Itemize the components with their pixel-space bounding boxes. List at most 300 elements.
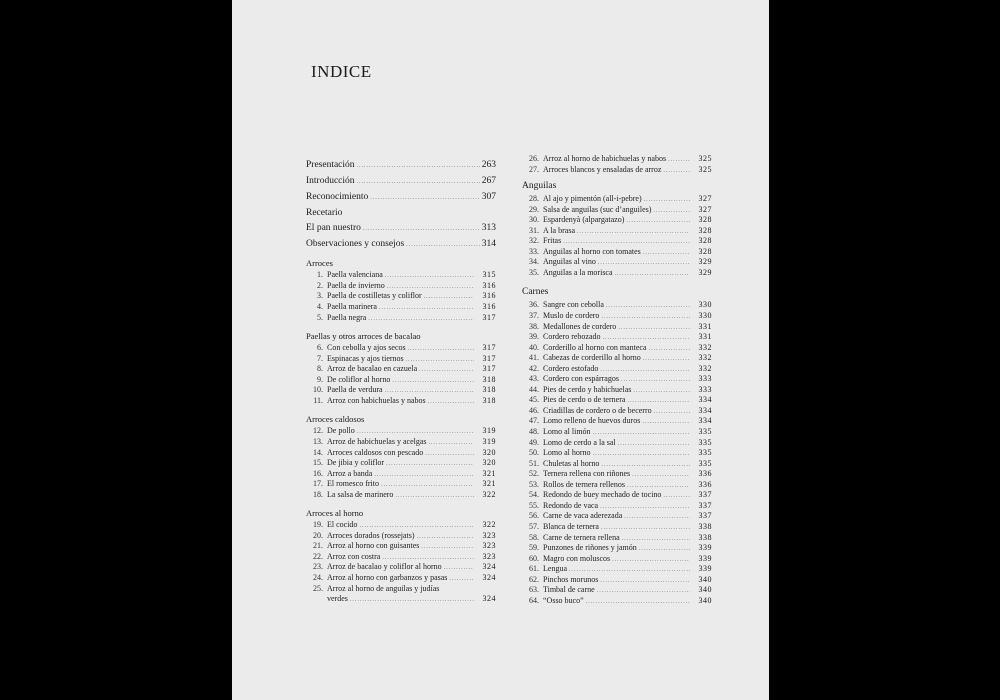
entry-number: 33. [529,246,539,256]
entry-page-number: 331 [698,332,712,342]
section-heading: Arroces al horno [306,508,364,519]
toc-entry[interactable] [522,480,712,491]
entry-label: Pies de cerdo o de ternera [543,395,626,405]
toc-entry[interactable] [522,268,712,279]
dot-leader [386,459,474,469]
dot-leader [429,438,474,448]
toc-entry[interactable] [522,226,712,237]
toc-entry[interactable] [522,490,712,501]
entry-number: 8. [317,364,323,374]
index-left-column [306,158,496,605]
toc-entry[interactable] [306,281,496,292]
toc-entry[interactable] [522,533,712,544]
toc-entry[interactable] [306,520,496,531]
entry-label: De coliflor al horno [327,374,391,384]
entry-page-number: 338 [698,532,712,542]
entry-label: Arroz de bacalao y coliflor al horno [327,562,442,572]
toc-entry[interactable] [522,374,712,385]
entry-label: Criadillas de cordero o de becerro [543,405,652,415]
toc-main-entry[interactable] [306,174,496,190]
entry-number: 57. [529,521,539,531]
toc-entry[interactable] [306,562,496,573]
entry-number: 38. [529,321,539,331]
dot-leader [633,386,690,396]
dot-leader [627,481,690,491]
toc-entry[interactable] [522,165,712,176]
entry-page-number: 323 [482,541,496,551]
entry-number: 55. [529,500,539,510]
entry-page-number: 329 [698,267,712,277]
toc-entry[interactable] [522,364,712,375]
entry-page-number: 324 [482,594,496,604]
entry-number: 50. [529,448,539,458]
toc-entry[interactable] [522,564,712,575]
entry-page-number: 319 [482,426,496,436]
entry-label: Cabezas de corderillo al horno [543,353,641,363]
book-page [232,0,769,700]
entry-page-number: 337 [698,500,712,510]
entry-number: 29. [529,204,539,214]
entry-label: Arroz al horno con guisantes [327,541,420,551]
entry-number: 39. [529,332,539,342]
entry-label: Introducción [306,175,355,186]
entry-page-number: 336 [698,479,712,489]
toc-entry[interactable] [522,406,712,417]
toc-entry[interactable] [522,353,712,364]
dot-leader [598,258,690,268]
entry-label: Cordero con espárragos [543,374,619,384]
dot-leader [425,449,474,459]
entry-label: La salsa de marinero [327,489,394,499]
entry-number: 24. [313,572,323,582]
entry-number: 59. [529,543,539,553]
toc-entry[interactable] [522,194,712,205]
dot-leader [569,565,690,575]
entry-number: 62. [529,574,539,584]
entry-number: 21. [313,541,323,551]
toc-entry[interactable] [306,541,496,552]
dot-leader [600,502,690,512]
entry-label: Ternera rellena con riñones [543,469,631,479]
toc-entry[interactable] [522,300,712,311]
entry-number: 47. [529,416,539,426]
entry-page-number: 313 [481,223,496,234]
toc-entry[interactable] [522,554,712,565]
entry-label: Reconocimiento [306,191,369,202]
entry-number: 44. [529,384,539,394]
entry-number: 22. [313,551,323,561]
entry-number: 63. [529,585,539,595]
entry-label: Muslo de cordero [543,311,600,321]
entry-number: 15. [313,458,323,468]
toc-entry[interactable] [306,396,496,407]
toc-entry[interactable] [306,385,496,396]
dot-leader [601,312,690,322]
entry-label: Arroz de habichuelas y acelgas [327,436,427,446]
toc-entry[interactable] [522,154,712,165]
dot-leader [606,301,690,311]
entry-label: Magro con moluscos [543,553,611,563]
entry-number: 61. [529,564,539,574]
dot-leader [622,534,690,544]
entry-number: 4. [317,302,323,312]
entry-page-number: 263 [481,160,496,170]
entry-number: 28. [529,194,539,204]
entry-label: Presentación [306,160,355,170]
entry-page-number: 317 [482,343,496,353]
toc-entry-continuation[interactable] [306,594,496,605]
toc-entry[interactable] [306,531,496,542]
entry-page-number: 318 [482,395,496,405]
entry-page-number: 335 [698,427,712,437]
entry-number: 5. [317,312,323,322]
entry-label: Paella de verdura [327,385,383,395]
toc-entry[interactable] [522,575,712,586]
index-right-column [522,154,712,606]
dot-leader [627,396,690,406]
toc-entry[interactable] [306,343,496,354]
dot-leader [621,375,690,385]
entry-label: Al ajo y pimentón (all-i-pebre) [543,194,642,204]
entry-label: Arroz al horno de anguilas y judías [327,583,440,593]
dot-leader [653,206,690,216]
dot-leader [601,523,690,533]
dot-leader [644,195,690,205]
entry-number: 3. [317,291,323,301]
toc-entry[interactable] [306,291,496,302]
dot-leader [663,491,690,501]
entry-label: De pollo [327,426,355,436]
entry-page-number: 339 [698,564,712,574]
dot-leader [382,553,474,563]
entry-label: “Osso buco” [543,595,584,605]
entry-page-number: 340 [698,585,712,595]
dot-leader [654,407,690,417]
entry-number: 52. [529,469,539,479]
toc-entry[interactable] [306,448,496,459]
toc-entry[interactable] [522,257,712,268]
toc-entry[interactable] [522,522,712,533]
dot-leader [626,216,690,226]
dot-leader [593,449,690,459]
dot-leader [600,365,690,375]
entry-label: Espinacas y ajos tiernos [327,353,404,363]
entry-label: Fritas [543,236,562,246]
entry-page-number: 322 [482,520,496,530]
dot-leader [618,439,690,449]
entry-label: Sangre con cebolla [543,300,604,310]
entry-label: Arroces caldosos con pescado [327,447,424,457]
entry-label: El romesco frito [327,479,379,489]
toc-entry[interactable] [522,311,712,322]
entry-label: Anguilas al vino [543,257,596,267]
dot-leader [444,563,474,573]
entry-number: 16. [313,468,323,478]
entry-number: 20. [313,530,323,540]
entry-label: Timbal de carne [543,585,595,595]
dot-leader [603,333,690,343]
entry-page-number: 333 [698,384,712,394]
entry-label: Carne de ternera rellena [543,532,620,542]
dot-leader [385,386,474,396]
dot-leader [374,470,474,480]
dot-leader [632,470,690,480]
entry-page-number: 321 [482,479,496,489]
entry-page-number: 334 [698,416,712,426]
entry-number: 64. [529,595,539,605]
toc-entry[interactable] [306,354,496,365]
entry-label: Paella marinera [327,302,377,312]
entry-label: El pan nuestro [306,223,361,234]
entry-page-number: 327 [698,204,712,214]
toc-entry[interactable] [522,448,712,459]
entry-page-number: 329 [698,257,712,267]
entry-page-number: 307 [481,191,496,202]
toc-entry[interactable] [306,479,496,490]
toc-entry[interactable] [306,270,496,281]
entry-number: 14. [313,447,323,457]
entry-number: 2. [317,280,323,290]
dot-leader [406,355,474,365]
entry-page-number: 340 [698,574,712,584]
toc-entry[interactable] [522,332,712,343]
dot-leader [643,248,690,258]
entry-page-number: 315 [482,270,496,280]
toc-entry[interactable] [306,375,496,386]
entry-number: 46. [529,405,539,415]
entry-number: 40. [529,342,539,352]
entry-page-number: 317 [482,312,496,322]
toc-entry[interactable] [306,313,496,324]
toc-entry[interactable] [522,395,712,406]
section-heading-recetario: Recetario [306,208,343,219]
entry-label: Chuletas al horno [543,458,600,468]
entry-page-number: 317 [482,353,496,363]
dot-leader [392,376,474,386]
toc-entry[interactable] [522,543,712,554]
entry-page-number: 323 [482,551,496,561]
entry-label: Redondo de vaca [543,500,599,510]
dot-leader [639,544,690,554]
entry-number: 13. [313,436,323,446]
dot-leader [406,238,480,253]
entry-label: Lengua [543,564,567,574]
dot-leader [363,222,480,237]
toc-entry[interactable] [522,215,712,226]
entry-page-number: 327 [698,194,712,204]
entry-number: 25. [313,583,323,593]
dot-leader [449,574,474,584]
dot-leader [370,191,479,206]
entry-number: 60. [529,553,539,563]
entry-label: Lomo de cerdo a la sal [543,437,616,447]
entry-number: 30. [529,215,539,225]
entry-page-number: 335 [698,437,712,447]
entry-page-number: 334 [698,405,712,415]
entry-page-number: 332 [698,342,712,352]
dot-leader [357,427,474,437]
entry-label: Arroz a banda [327,468,373,478]
entry-label: verdes [327,594,348,604]
toc-entry[interactable] [522,511,712,522]
entry-label: De jibia y coliflor [327,458,385,468]
entry-label: Redondo de buey mechado de tocino [543,490,662,500]
entry-number: 32. [529,236,539,246]
entry-label: Arroces blancos y ensaladas de arroz [543,164,662,174]
entry-page-number: 318 [482,374,496,384]
toc-entry[interactable] [522,385,712,396]
entry-number: 7. [317,353,323,363]
entry-page-number: 339 [698,543,712,553]
dot-leader [642,417,690,427]
entry-label: Arroz de bacalao en cazuela [327,364,418,374]
entry-label: Salsa de anguilas (suc d’anguiles) [543,204,652,214]
dot-leader [601,460,690,470]
entry-page-number: 339 [698,553,712,563]
entry-page-number: 320 [482,458,496,468]
section-heading: Paellas y otros arroces de bacalao [306,331,421,342]
toc-entry[interactable] [522,205,712,216]
dot-leader [421,542,474,552]
entry-number: 36. [529,300,539,310]
dot-leader [359,521,474,531]
entry-number: 17. [313,479,323,489]
entry-page-number: 328 [698,246,712,256]
entry-page-number: 333 [698,374,712,384]
entry-number: 54. [529,490,539,500]
toc-entry[interactable] [522,438,712,449]
entry-number: 23. [313,562,323,572]
toc-entry[interactable] [522,469,712,480]
entry-number: 56. [529,511,539,521]
dot-leader [350,595,474,605]
dot-leader [357,175,480,190]
dot-leader [586,597,690,607]
entry-label: Observaciones y consejos [306,239,405,250]
dot-leader [357,159,480,174]
entry-label: Con cebolla y ajos secos [327,343,406,353]
entry-page-number: 322 [482,489,496,499]
entry-number: 49. [529,437,539,447]
entry-page-number: 316 [482,302,496,312]
dot-leader [428,397,474,407]
toc-entry[interactable] [522,596,712,607]
toc-entry[interactable] [306,426,496,437]
entry-page-number: 324 [482,562,496,572]
toc-main-entry[interactable] [306,190,496,206]
toc-entry[interactable] [306,584,496,595]
dot-leader [624,512,690,522]
entry-label: Paella valenciana [327,270,383,280]
dot-leader [387,282,474,292]
entry-number: 48. [529,427,539,437]
entry-label: Paella negra [327,312,367,322]
entry-page-number: 332 [698,363,712,373]
toc-entry[interactable] [306,302,496,313]
toc-main-entry[interactable] [306,221,496,237]
entry-number: 31. [529,225,539,235]
toc-entry[interactable] [306,573,496,584]
entry-page-number: 317 [482,364,496,374]
toc-entry[interactable] [522,236,712,247]
entry-page-number: 325 [698,154,712,163]
entry-page-number: 319 [482,436,496,446]
entry-number: 53. [529,479,539,489]
entry-number: 34. [529,257,539,267]
entry-page-number: 324 [482,572,496,582]
entry-page-number: 332 [698,353,712,363]
toc-entry[interactable] [306,437,496,448]
toc-entry[interactable] [306,364,496,375]
dot-leader [379,303,474,313]
toc-entry[interactable] [306,490,496,501]
entry-number: 41. [529,353,539,363]
dot-leader [615,269,690,279]
entry-page-number: 328 [698,236,712,246]
toc-entry[interactable] [306,458,496,469]
entry-number: 27. [529,164,539,174]
dot-leader [419,365,474,375]
entry-page-number: 267 [481,175,496,186]
toc-entry[interactable] [522,343,712,354]
toc-entry[interactable] [522,427,712,438]
toc-entry[interactable] [522,459,712,470]
entry-page-number: 328 [698,215,712,225]
dot-leader [563,237,690,247]
entry-page-number: 337 [698,511,712,521]
entry-label: Paella de invierno [327,280,385,290]
entry-page-number: 318 [482,385,496,395]
entry-page-number: 330 [698,311,712,321]
entry-label: Cordero rebozado [543,332,601,342]
toc-main-entry[interactable] [306,237,496,253]
toc-entry[interactable] [306,469,496,480]
entry-label: Lomo al horno [543,448,591,458]
entry-page-number: 325 [698,164,712,174]
section-heading: Arroces [306,258,333,269]
entry-number: 9. [317,374,323,384]
entry-label: Pinchos morunos [543,574,599,584]
entry-label: Carne de vaca aderezada [543,511,623,521]
entry-page-number: 323 [482,530,496,540]
entry-number: 43. [529,374,539,384]
entry-number: 58. [529,532,539,542]
dot-leader [408,344,474,354]
dot-leader [424,292,474,302]
toc-entry[interactable] [522,247,712,258]
section-heading: Carnes [522,287,549,298]
toc-entry[interactable] [522,416,712,427]
dot-leader [649,344,690,354]
dot-leader [600,576,690,586]
toc-entry[interactable] [306,552,496,563]
entry-label: Punzones de riñones y jamón [543,543,637,553]
dot-leader [368,314,474,324]
entry-label: Arroz con costra [327,551,381,561]
entry-number: 19. [313,520,323,530]
toc-entry[interactable] [522,501,712,512]
toc-entry[interactable] [522,322,712,333]
entry-label: Arroz con habichuelas y nabos [327,395,426,405]
dot-leader [612,555,690,565]
entry-page-number: 316 [482,291,496,301]
dot-leader [663,166,690,176]
toc-entry[interactable] [522,585,712,596]
dot-leader [385,271,474,281]
entry-page-number: 320 [482,447,496,457]
entry-page-number: 335 [698,458,712,468]
toc-main-entry[interactable] [306,158,496,174]
